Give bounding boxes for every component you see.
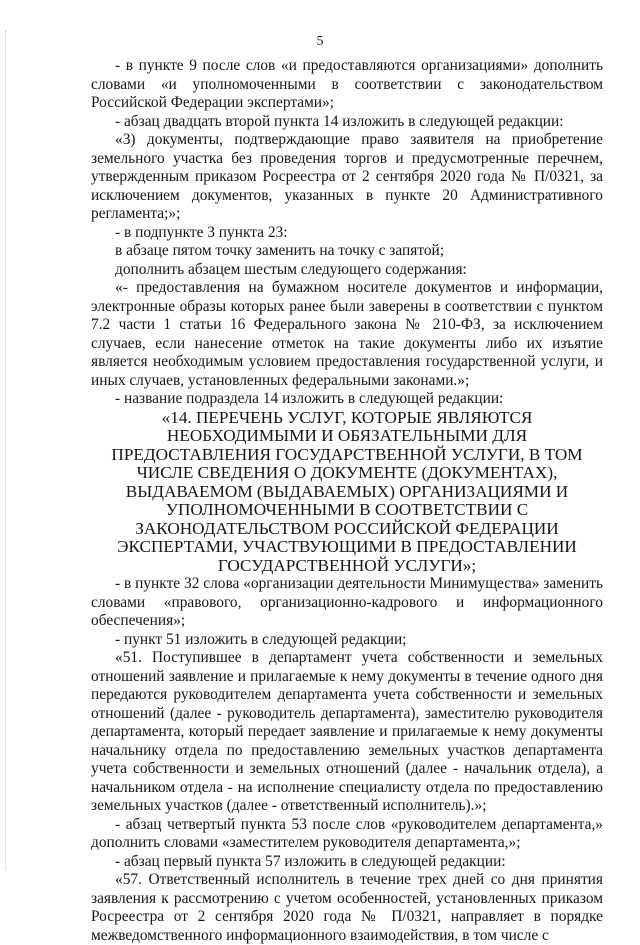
document-body [91,57,603,945]
scan-edge-marks [5,30,8,870]
paragraph-6: дополнить абзацем шестым следующего содержания: [115,260,467,278]
paragraph-11: - пункт 51 изложить в следующей редакции; [115,630,407,648]
paragraph-15: «57. Ответственный исполнитель в течение трех дней со дня принятия заявления к рассмотрению с учетом особенностей, установленных приказом Росреестра от 2 сентября 2020 года № П/0321, направляет в порядке межведомственного информационного взаимодействия, в том числе с [91,871,603,944]
paragraph-10: - в пункте 32 слова «организации деятельности Минимущества» заменить словами «правового, организационно-кадрового и информационного обеспечения»; [91,575,603,629]
paragraph-1: - в пункте 9 после слов «и предоставляются организациями» дополнить словами «и уполномоченными в соответствии с законодательством Российской Федерации экспертами»; [91,57,603,111]
paragraph-5: в абзаце пятом точку заменить на точку с запятой; [115,242,445,259]
paragraph-8: - название подраздела 14 изложить в следующей редакции: [115,390,504,407]
paragraph-13: - абзац четвертый пункта 53 после слов «руководителем департамента,» дополнить словами «заместителем руководителя департамента,»; [91,815,603,851]
paragraph-2: - абзац двадцать второй пункта 14 изложить в следующей редакции: [115,112,564,130]
section-heading: «14. ПЕРЕЧЕНЬ УСЛУГ, КОТОРЫЕ ЯВЛЯЮТСЯ НЕОБХОДИМЫМИ И ОБЯЗАТЕЛЬНЫМИ ДЛЯ ПРЕДОСТАВЛЕНИЯ ГОСУДАРСТВЕННОЙ УСЛУГИ, В ТОМ ЧИСЛЕ СВЕДЕНИЯ О ДОКУМЕНТЕ (ДОКУМЕНТАХ), ВЫДАВАЕМОМ (ВЫДАВАЕМЫХ) ОРГАНИЗАЦИЯМИ И УПОЛНОМОЧЕННЫМИ В СООТВЕТСТВИИ С ЗАКОНОДАТЕЛЬСТВОМ РОССИЙСКОЙ ФЕДЕРАЦИИ ЭКСПЕРТАМИ, УЧАСТВУЮЩИМИ В ПРЕДОСТАВЛЕНИИ ГОСУДАРСТВЕННОЙ УСЛУГИ»; [111,407,583,575]
paragraph-4: - в подпункте 3 пункта 23: [115,223,288,241]
paragraph-12: «51. Поступившее в департамент учета собственности и земельных отношений заявление и прилагаемые к нему документы в течение одного дня передаются руководителем департамента учета собственности и земельных отношений (далее - руководитель департамента), заместителю руководителя департамента, который передает заявление и прилагаемые к нему документы начальнику отдела по предоставлению земельных участков департамента учета собственности и земельных отношений (далее - начальник отдела), а начальником отдела - на исполнение специалисту отдела по предоставлению земельных участков (далее - ответственный исполнитель).»; [91,649,603,814]
paragraph-14: - абзац первый пункта 57 изложить в следующей редакции: [115,852,506,870]
paragraph-7: «- предоставления на бумажном носителе документов и информации, электронные образы которых ранее были заверены в соответствии с пунктом 7.2 части 1 статьи 16 Федерального закона № 210-ФЗ, за исключением случаев, если нанесение отметок на такие документы либо их изъятие является необходимым условием предоставления государственной услуги, и иных случаев, установленных федеральными законами.»; [91,279,603,389]
page-number: 5 [316,34,324,49]
paragraph-3: «3) документы, подтверждающие право заявителя на приобретение земельного участка без проведения торгов и предусмотренные перечнем, утвержденным приказом Росреестра от 2 сентября 2020 года № П/0321, за исключением документов, указанных в пункте 20 Административного регламента;»; [91,131,603,222]
